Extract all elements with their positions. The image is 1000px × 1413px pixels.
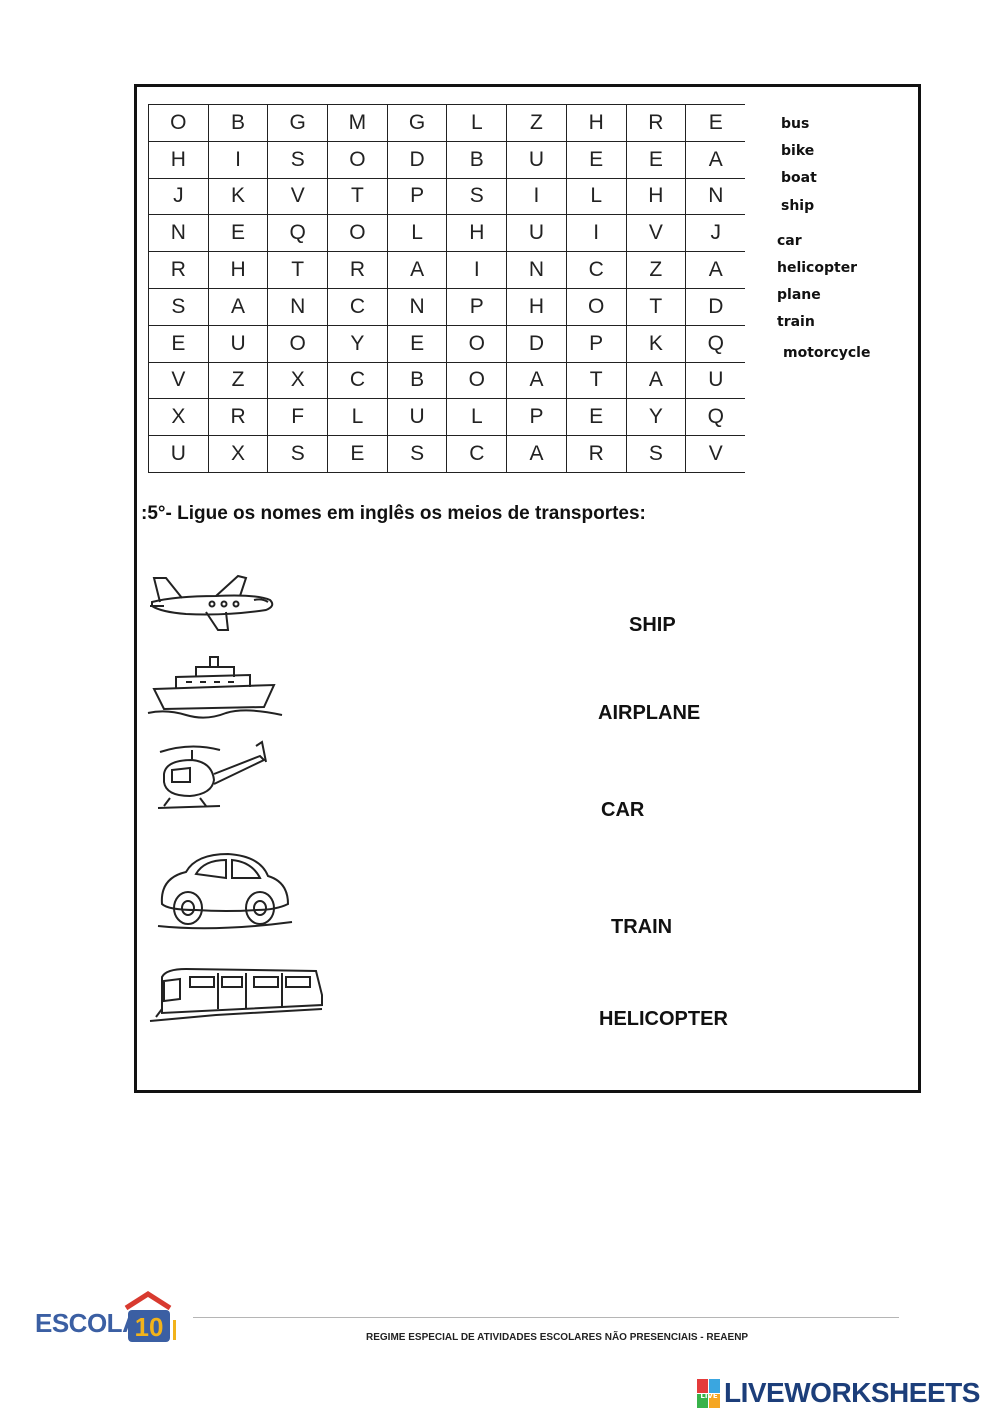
grid-cell[interactable]: R — [626, 105, 686, 142]
grid-cell[interactable]: T — [328, 178, 388, 215]
grid-cell[interactable]: U — [507, 215, 567, 252]
grid-cell[interactable]: V — [149, 362, 209, 399]
grid-cell[interactable]: N — [507, 252, 567, 289]
grid-cell[interactable]: S — [268, 141, 328, 178]
grid-cell[interactable]: H — [626, 178, 686, 215]
grid-cell[interactable]: E — [208, 215, 268, 252]
grid-cell[interactable]: C — [447, 436, 507, 473]
grid-cell[interactable]: U — [686, 362, 746, 399]
helicopter-icon[interactable] — [150, 738, 270, 820]
grid-row — [149, 436, 746, 473]
grid-cell[interactable]: X — [268, 362, 328, 399]
grid-cell[interactable]: V — [626, 215, 686, 252]
footer-text: REGIME ESPECIAL DE ATIVIDADES ESCOLARES NÃO PRESENCIAIS - REAENP — [366, 1332, 749, 1343]
grid-cell[interactable]: I — [566, 215, 626, 252]
liveworksheets-badge-icon — [696, 1376, 722, 1412]
grid-cell[interactable]: E — [387, 325, 447, 362]
answer-label[interactable]: CAR — [601, 799, 645, 821]
exercise-instruction: :5°- Ligue os nomes em inglês os meios de transportes: — [141, 503, 646, 524]
grid-cell[interactable]: L — [566, 178, 626, 215]
grid-cell[interactable]: M — [328, 105, 388, 142]
word-list-item: boat — [781, 170, 817, 186]
grid-cell[interactable]: E — [328, 436, 388, 473]
badge-text: LIVE — [700, 1392, 718, 1400]
answer-label[interactable]: HELICOPTER — [599, 1008, 728, 1030]
word-list-item: plane — [777, 287, 821, 303]
grid-cell[interactable]: B — [447, 141, 507, 178]
word-list-item: helicopter — [777, 260, 858, 276]
grid-cell[interactable]: E — [626, 141, 686, 178]
grid-cell[interactable]: C — [328, 288, 388, 325]
grid-cell[interactable]: S — [447, 178, 507, 215]
grid-cell[interactable]: X — [208, 436, 268, 473]
grid-cell[interactable]: R — [149, 252, 209, 289]
grid-row — [149, 215, 746, 252]
grid-cell[interactable]: Z — [626, 252, 686, 289]
grid-cell[interactable]: P — [447, 288, 507, 325]
grid-cell[interactable]: E — [566, 399, 626, 436]
grid-cell[interactable]: K — [626, 325, 686, 362]
grid-cell[interactable]: O — [149, 105, 209, 142]
liveworksheets-brand: LIVEWORKSHEETS — [724, 1377, 980, 1408]
word-list-item: motorcycle — [783, 345, 871, 361]
grid-cell[interactable]: A — [387, 252, 447, 289]
grid-cell[interactable]: H — [208, 252, 268, 289]
grid-cell[interactable]: P — [387, 178, 447, 215]
logo-text: ESCOLA — [35, 1308, 141, 1338]
grid-cell[interactable]: Q — [686, 399, 746, 436]
grid-row — [149, 252, 746, 289]
train-icon[interactable] — [146, 965, 326, 1025]
grid-cell[interactable]: L — [447, 105, 507, 142]
grid-cell[interactable]: U — [149, 436, 209, 473]
grid-cell[interactable]: K — [208, 178, 268, 215]
grid-row — [149, 325, 746, 362]
grid-cell[interactable]: V — [686, 436, 746, 473]
car-icon[interactable] — [156, 848, 296, 934]
grid-cell[interactable]: U — [507, 141, 567, 178]
grid-cell[interactable]: P — [507, 399, 567, 436]
grid-cell[interactable]: R — [328, 252, 388, 289]
grid-cell[interactable]: Z — [208, 362, 268, 399]
grid-row — [149, 105, 746, 142]
grid-cell[interactable]: U — [387, 399, 447, 436]
logo-number: 10 — [134, 1312, 164, 1342]
grid-row — [149, 178, 746, 215]
word-list-item: bus — [781, 116, 810, 132]
grid-cell[interactable]: L — [447, 399, 507, 436]
grid-cell[interactable]: Z — [507, 105, 567, 142]
grid-cell[interactable]: S — [387, 436, 447, 473]
grid-cell[interactable]: N — [387, 288, 447, 325]
grid-cell[interactable]: X — [149, 399, 209, 436]
grid-cell[interactable]: C — [566, 252, 626, 289]
grid-cell[interactable]: O — [268, 325, 328, 362]
grid-cell[interactable]: B — [387, 362, 447, 399]
grid-cell[interactable]: C — [328, 362, 388, 399]
grid-cell[interactable]: F — [268, 399, 328, 436]
grid-cell[interactable]: N — [268, 288, 328, 325]
grid-row — [149, 399, 746, 436]
grid-cell[interactable]: G — [387, 105, 447, 142]
grid-cell[interactable]: A — [507, 362, 567, 399]
grid-cell[interactable]: B — [208, 105, 268, 142]
ship-icon[interactable] — [146, 655, 286, 721]
grid-cell[interactable]: O — [328, 215, 388, 252]
grid-cell[interactable]: J — [686, 215, 746, 252]
grid-cell[interactable]: J — [149, 178, 209, 215]
grid-cell[interactable]: S — [268, 436, 328, 473]
grid-cell[interactable]: D — [387, 141, 447, 178]
grid-cell[interactable]: P — [566, 325, 626, 362]
grid-cell[interactable]: A — [686, 252, 746, 289]
answer-label[interactable]: AIRPLANE — [598, 702, 701, 724]
word-list-item: train — [777, 314, 815, 330]
grid-cell[interactable]: I — [447, 252, 507, 289]
grid-cell[interactable]: Y — [626, 399, 686, 436]
grid-cell[interactable]: A — [208, 288, 268, 325]
grid-cell[interactable]: L — [387, 215, 447, 252]
grid-cell[interactable]: I — [507, 178, 567, 215]
grid-cell[interactable]: S — [149, 288, 209, 325]
grid-cell[interactable]: Q — [268, 215, 328, 252]
grid-cell[interactable]: O — [328, 141, 388, 178]
word-list-item: ship — [781, 198, 815, 214]
grid-row — [149, 288, 746, 325]
grid-row — [149, 141, 746, 178]
answer-label[interactable]: SHIP — [629, 614, 676, 636]
grid-cell[interactable]: Q — [686, 325, 746, 362]
grid-cell[interactable]: S — [626, 436, 686, 473]
word-search-grid — [148, 104, 745, 473]
grid-cell[interactable]: D — [507, 325, 567, 362]
grid-row — [149, 362, 746, 399]
grid-cell[interactable]: O — [566, 288, 626, 325]
grid-cell[interactable]: E — [149, 325, 209, 362]
airplane-icon[interactable] — [146, 566, 278, 634]
grid-cell[interactable]: T — [566, 362, 626, 399]
grid-cell[interactable]: N — [149, 215, 209, 252]
footer-divider — [193, 1317, 899, 1318]
word-list-item: car — [777, 233, 802, 249]
grid-cell[interactable]: O — [447, 325, 507, 362]
grid-cell[interactable]: A — [626, 362, 686, 399]
grid-cell[interactable]: E — [686, 105, 746, 142]
grid-cell[interactable]: Y — [328, 325, 388, 362]
grid-cell[interactable]: T — [268, 252, 328, 289]
grid-cell[interactable]: E — [566, 141, 626, 178]
grid-cell[interactable]: V — [268, 178, 328, 215]
grid-cell[interactable]: R — [208, 399, 268, 436]
grid-cell[interactable]: G — [268, 105, 328, 142]
grid-cell[interactable]: H — [507, 288, 567, 325]
grid-cell[interactable]: H — [447, 215, 507, 252]
grid-cell[interactable]: A — [686, 141, 746, 178]
grid-cell[interactable]: H — [149, 141, 209, 178]
grid-cell[interactable]: T — [626, 288, 686, 325]
word-list-item: bike — [781, 143, 815, 159]
grid-cell[interactable]: N — [686, 178, 746, 215]
grid-cell[interactable]: D — [686, 288, 746, 325]
answer-label[interactable]: TRAIN — [611, 916, 673, 938]
grid-cell[interactable]: O — [447, 362, 507, 399]
grid-cell[interactable]: L — [328, 399, 388, 436]
grid-cell[interactable]: U — [208, 325, 268, 362]
grid-cell[interactable]: A — [507, 436, 567, 473]
grid-cell[interactable]: I — [208, 141, 268, 178]
grid-cell[interactable]: H — [566, 105, 626, 142]
grid-cell[interactable]: R — [566, 436, 626, 473]
